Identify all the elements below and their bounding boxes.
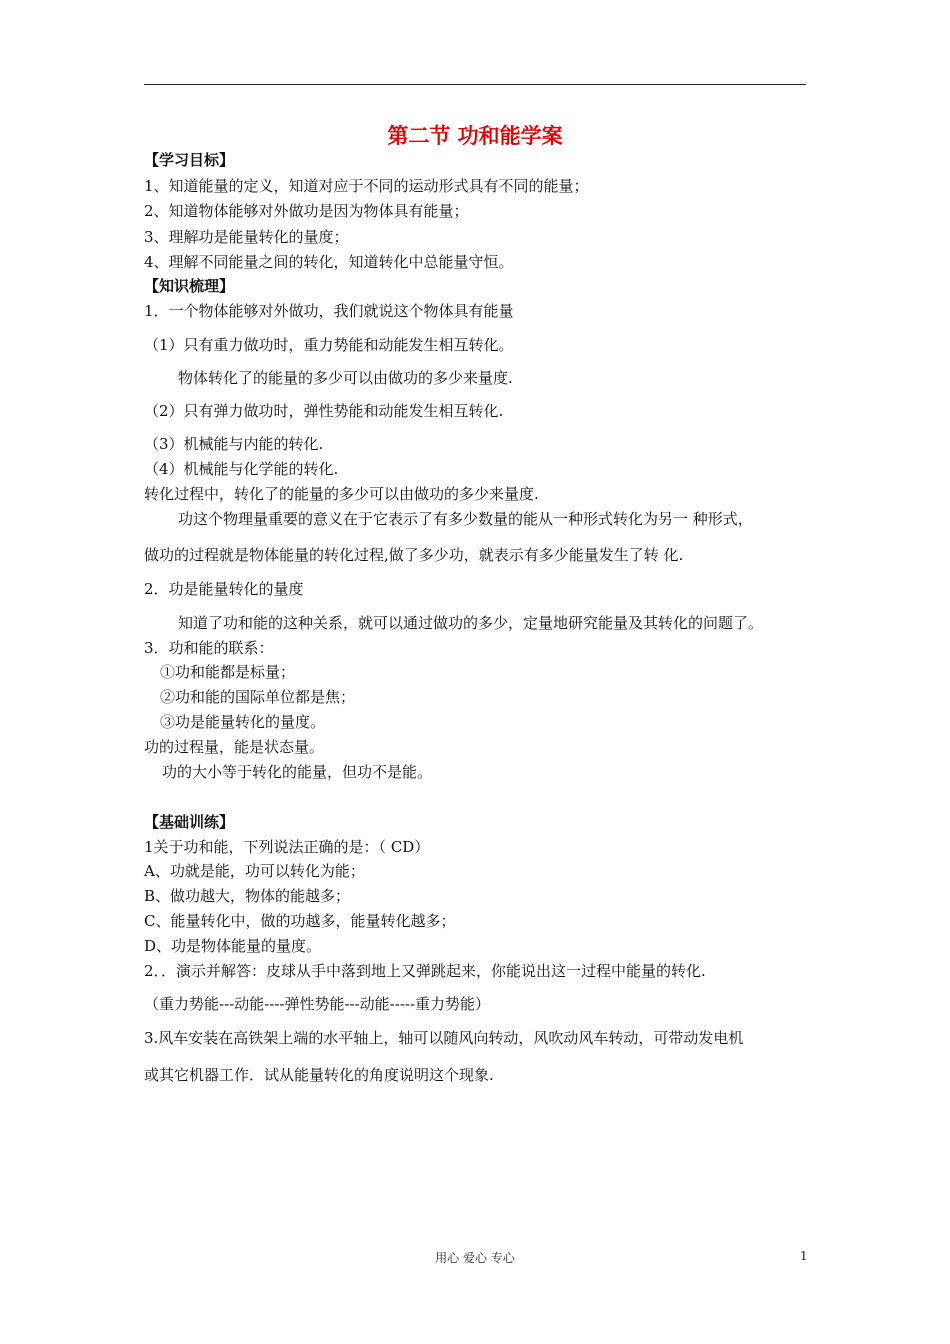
training-line: C、能量转化中，做的功越多，能量转化越多； — [144, 912, 456, 930]
training-line: A、功就是能，功可以转化为能； — [144, 862, 365, 880]
knowledge-line: ①功和能都是标量； — [160, 663, 296, 681]
knowledge-line: 功的过程量，能是状态量。 — [144, 738, 325, 756]
training-line: 1关于功和能，下列说法正确的是：（ CD） — [144, 838, 430, 856]
knowledge-line: 知道了功和能的这种关系，就可以通过做功的多少，定量地研究能量及其转化的问题了。 — [178, 614, 764, 632]
footer-text: 用心 爱心 专心 — [435, 1251, 515, 1265]
goal-item: 4、理解不同能量之间的转化，知道转化中总能量守恒。 — [144, 253, 514, 271]
goal-item: 3、理解功是能量转化的量度； — [144, 228, 349, 246]
knowledge-line: （1）只有重力做功时，重力势能和动能发生相互转化。 — [144, 336, 514, 354]
goals-header: 【学习目标】 — [144, 151, 235, 169]
goal-item: 1、知道能量的定义，知道对应于不同的运动形式具有不同的能量； — [144, 177, 589, 195]
knowledge-line: 功的大小等于转化的能量，但功不是能。 — [162, 763, 433, 781]
header-rule — [144, 84, 806, 85]
knowledge-line: （2）只有弹力做功时，弹性势能和动能发生相互转化. — [144, 402, 504, 420]
knowledge-line: 3．功和能的联系： — [144, 639, 274, 657]
knowledge-line: 功这个物理量重要的意义在于它表示了有多少数量的能从一种形式转化为另一 种形式， — [178, 510, 753, 528]
training-line: B、做功越大，物体的能越多； — [144, 887, 351, 905]
knowledge-line: 转化过程中，转化了的能量的多少可以由做功的多少来量度. — [144, 485, 539, 503]
knowledge-line: ②功和能的国际单位都是焦； — [160, 688, 356, 706]
training-line: D、功是物体能量的量度。 — [144, 937, 322, 955]
knowledge-header: 【知识梳理】 — [144, 277, 235, 295]
knowledge-line: （4）机械能与化学能的转化. — [144, 460, 339, 478]
training-line: 2．．演示并解答：皮球从手中落到地上又弹跳起来，你能说出这一过程中能量的转化. — [144, 962, 706, 980]
knowledge-line: （3）机械能与内能的转化. — [144, 435, 324, 453]
training-line: 3.风车安装在高铁架上端的水平轴上，轴可以随风向转动，风吹动风车转动，可带动发电机 — [144, 1029, 744, 1047]
knowledge-line: 物体转化了的能量的多少可以由做功的多少来量度. — [178, 369, 513, 387]
training-line: （重力势能---动能----弹性势能---动能-----重力势能） — [144, 995, 491, 1013]
knowledge-line: 2．功是能量转化的量度 — [144, 580, 304, 598]
page-number: 1 — [800, 1249, 808, 1263]
page-title: 第二节 功和能学案 — [387, 124, 563, 148]
knowledge-line: 做功的过程就是物体能量的转化过程,做了多少功，就表示有多少能量发生了转 化. — [144, 546, 684, 564]
knowledge-line: ③功是能量转化的量度。 — [160, 713, 326, 731]
goal-item: 2、知道物体能够对外做功是因为物体具有能量； — [144, 202, 469, 220]
training-line: 或其它机器工作．试从能量转化的角度说明这个现象. — [144, 1066, 494, 1084]
training-header: 【基础训练】 — [144, 813, 235, 831]
knowledge-line: 1．一个物体能够对外做功，我们就说这个物体具有能量 — [144, 302, 514, 320]
